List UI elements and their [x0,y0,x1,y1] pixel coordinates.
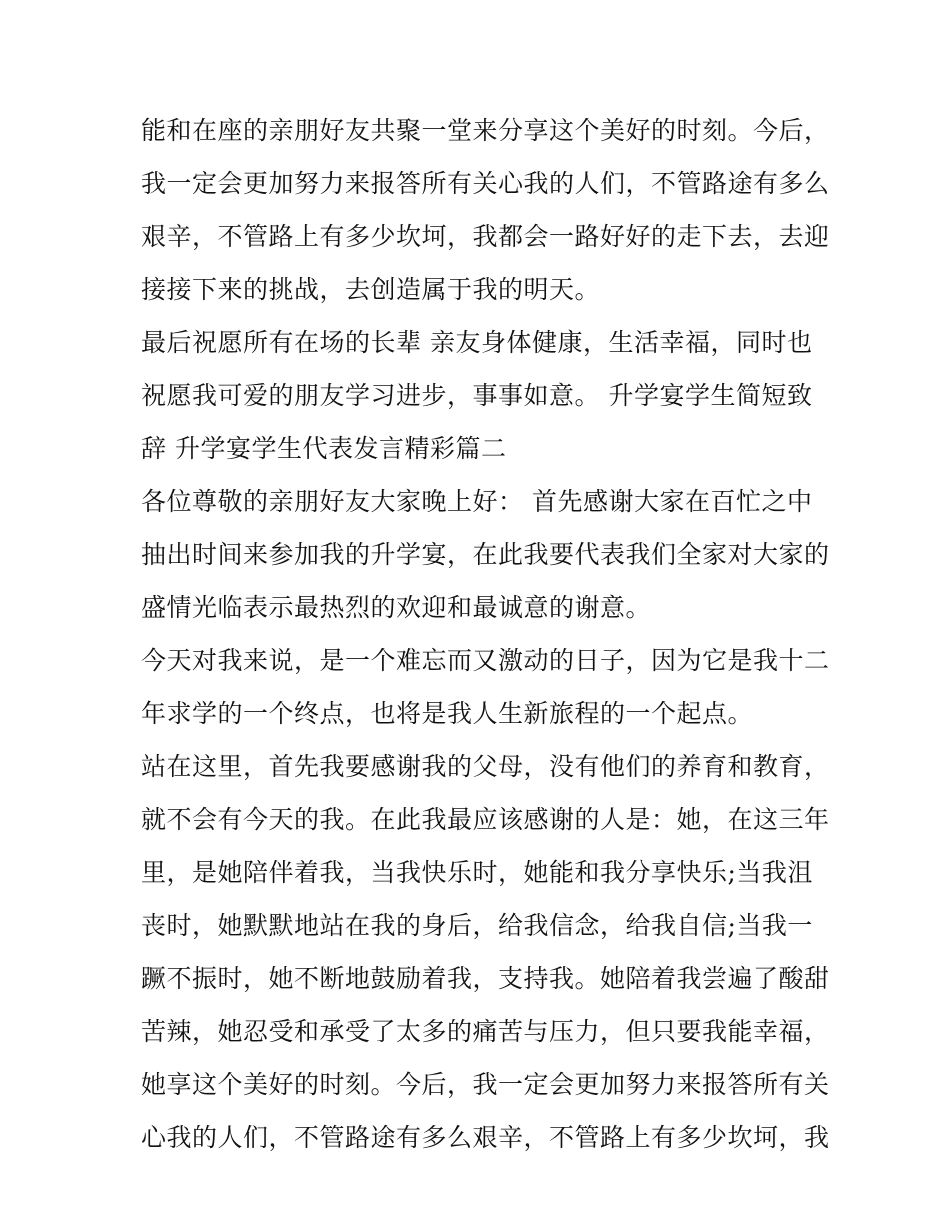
text-line: 能和在座的亲朋好友共聚一堂来分享这个美好的时刻。今后， [141,116,830,145]
text-line: 辞 升学宴学生代表发言精彩篇二 [141,434,507,463]
text-line: 祝愿我可爱的朋友学习进步，事事如意。 升学宴学生简短致 [141,381,813,410]
text-line: 最后祝愿所有在场的长辈 亲友身体健康，生活幸福，同时也 [141,328,813,357]
text-line: 年求学的一个终点，也将是我人生新旅程的一个起点。 [141,699,754,728]
text-line: 艰辛，不管路上有多少坎坷，我都会一路好好的走下去，去迎 [141,222,830,251]
text-line: 今天对我来说，是一个难忘而又激动的日子，因为它是我十二 [141,646,830,675]
text-line: 抽出时间来参加我的升学宴，在此我要代表我们全家对大家的 [141,540,830,569]
text-line: 站在这里，首先我要感谢我的父母，没有他们的养育和教育， [141,752,830,781]
document-body [141,104,830,1164]
text-line: 心我的人们，不管路途有多么艰辛，不管路上有多少坎坷，我 [141,1123,830,1152]
text-line: 接接下来的挑战，去创造属于我的明天。 [141,275,601,304]
text-line: 她享这个美好的时刻。今后，我一定会更加努力来报答所有关 [141,1070,830,1099]
text-line: 里，是她陪伴着我，当我快乐时，她能和我分享快乐;当我沮 [141,858,813,887]
text-line: 丧时，她默默地站在我的身后，给我信念，给我自信;当我一 [141,911,813,940]
text-line: 各位尊敬的亲朋好友大家晚上好： 首先感谢大家在百忙之中 [141,487,813,516]
text-line: 盛情光临表示最热烈的欢迎和最诚意的谢意。 [141,593,652,622]
text-line: 就不会有今天的我。在此我最应该感谢的人是：她，在这三年 [141,805,830,834]
text-line: 蹶不振时，她不断地鼓励着我，支持我。她陪着我尝遍了酸甜 [141,964,830,993]
text-line: 我一定会更加努力来报答所有关心我的人们，不管路途有多么 [141,169,830,198]
text-line: 苦辣，她忍受和承受了太多的痛苦与压力，但只要我能幸福， [141,1017,830,1046]
